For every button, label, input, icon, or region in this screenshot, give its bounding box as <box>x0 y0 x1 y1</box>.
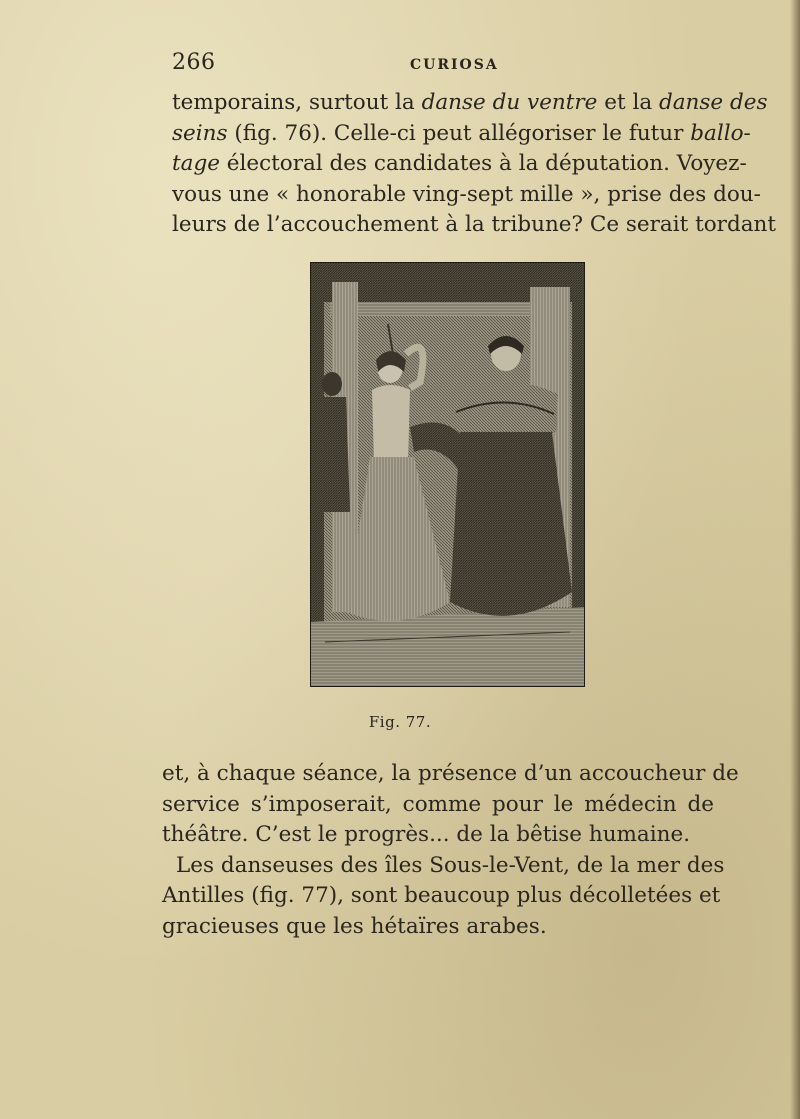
running-head: CURIOSA <box>410 57 499 73</box>
text-line: tage électoral des candidates à la députation. Voyez- <box>172 151 747 176</box>
figure-engraving <box>310 262 585 687</box>
italic-term: ballo- <box>690 120 751 146</box>
text-line: service s’imposerait, comme pour le médecin de <box>162 791 714 817</box>
page-edge-shadow <box>790 0 800 1119</box>
text-line: et, à chaque séance, la présence d’un accoucheur de <box>162 761 739 786</box>
text-line: vous une « honorable ving-sept mille », prise des dou- <box>172 181 761 207</box>
text-line: théâtre. C’est le progrès... de la bêtise humaine. <box>162 822 691 847</box>
text-line: Les danseuses des îles Sous-le-Vent, de la mer des <box>176 852 725 878</box>
italic-term: danse du ventre <box>421 90 598 115</box>
paragraph-bottom <box>162 759 739 942</box>
italic-term: seins <box>172 120 228 146</box>
paragraph-top <box>172 88 777 241</box>
figure-caption: Fig. 77. <box>368 713 432 731</box>
text-line: seins (fig. 76). Celle-ci peut allégoriser le futur ballo- <box>172 120 751 146</box>
text-line: Antilles (fig. 77), sont beaucoup plus décolletées et <box>162 883 721 908</box>
text-line: temporains, surtout la danse du ventre et la danse des <box>172 90 768 115</box>
italic-term: tage <box>172 151 220 176</box>
page-number: 266 <box>172 50 216 75</box>
italic-term: danse des <box>658 90 768 115</box>
page-header <box>172 50 727 80</box>
text-line: leurs de l’accouchement à la tribune? Ce serait tordant <box>172 212 777 237</box>
engraving-illustration <box>310 262 585 687</box>
text-line: gracieuses que les hétaïres arabes. <box>162 913 547 939</box>
